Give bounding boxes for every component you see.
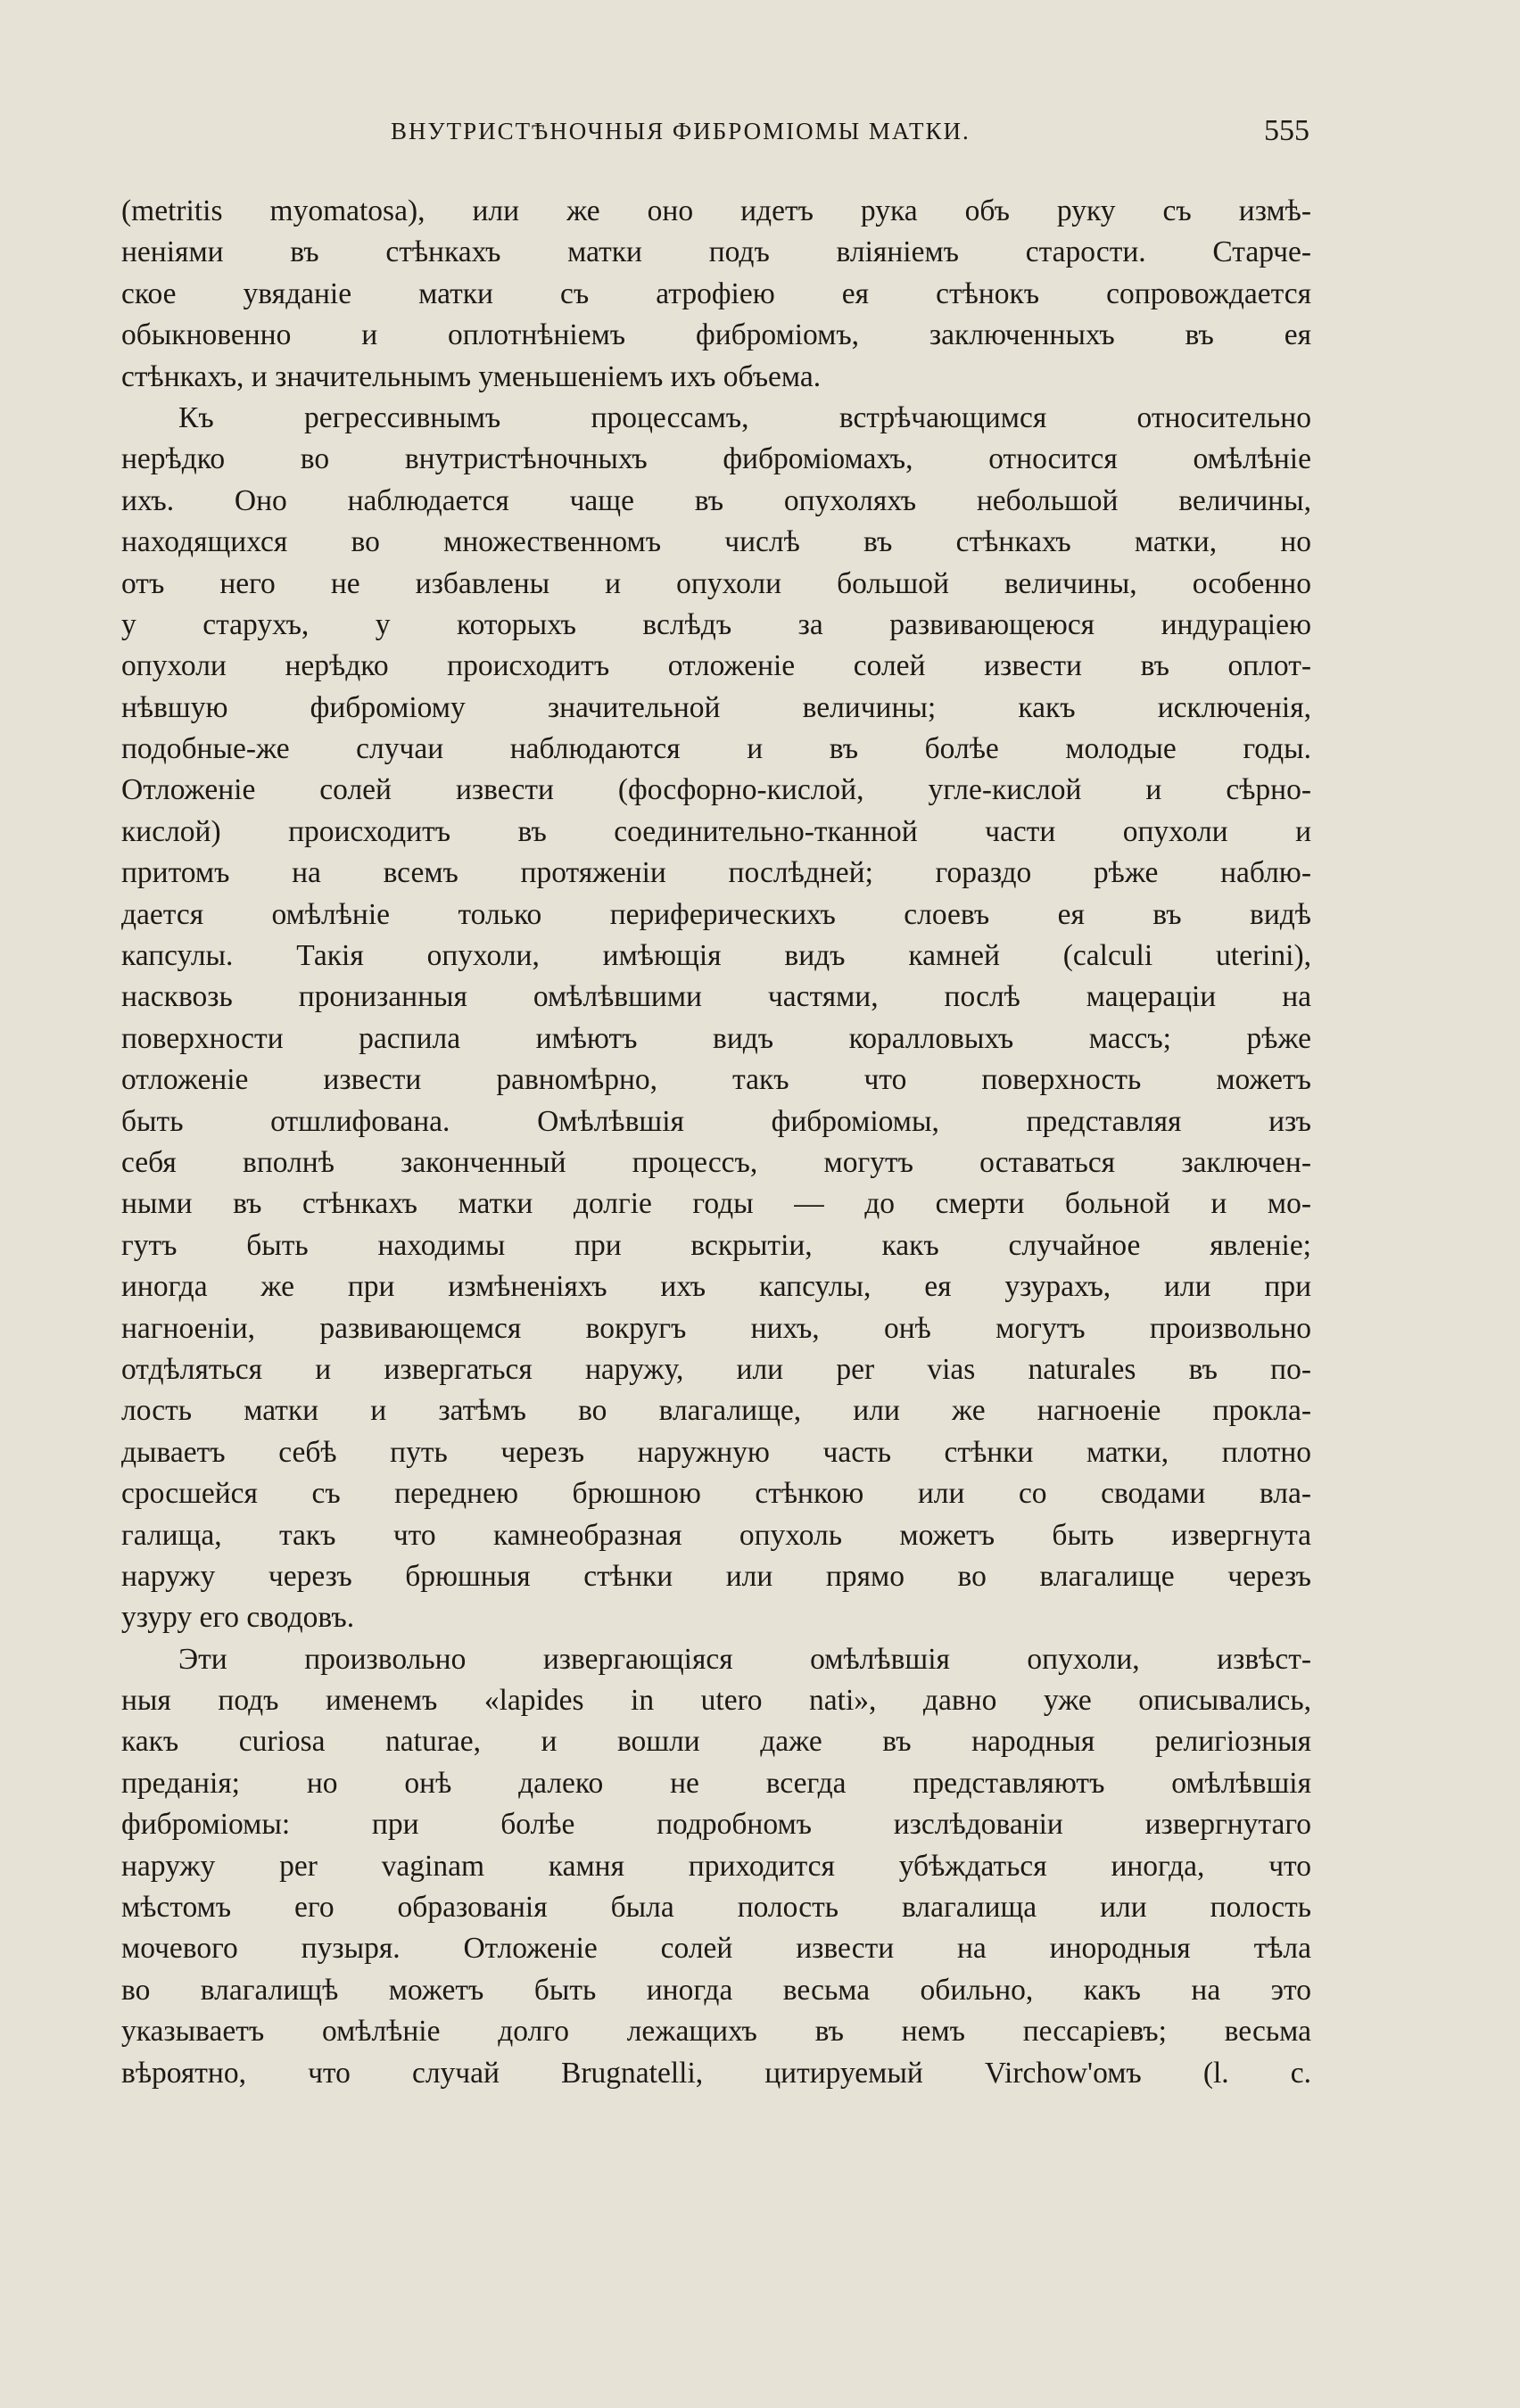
text-line: стѣнкахъ, и значительнымъ уменьшеніемъ ихъ объема. — [121, 359, 822, 393]
text-line: быть отшлифована. Омѣлѣвшія фиброміомы, представляя изъ — [121, 1104, 1311, 1138]
text-line: нѣвшую фиброміому значительной величины; какъ исключенія, — [121, 690, 1311, 724]
text-line: Къ регрессивнымъ процессамъ, встрѣчающимся относительно — [178, 400, 1311, 434]
text-line: нерѣдко во внутристѣночныхъ фиброміомахъ, относится омѣлѣніе — [121, 442, 1311, 476]
text-line: насквозь пронизанныя омѣлѣвшими частями, послѣ мацераціи на — [121, 980, 1311, 1014]
text-line: находящихся во множественномъ числѣ въ стѣнкахъ матки, но — [121, 525, 1311, 559]
text-line: ныя подъ именемъ «lapides in utero nati», давно уже описывались, — [121, 1684, 1311, 1718]
text-line: наружу черезъ брюшныя стѣнки или прямо во влагалище черезъ — [121, 1559, 1311, 1593]
text-line: кислой) происходитъ въ соединительно-тканной части опухоли и — [121, 814, 1311, 848]
text-line: отдѣляться и извергаться наружу, или per vias naturales въ по- — [121, 1352, 1311, 1386]
text-line: притомъ на всемъ протяженіи послѣдней; гораздо рѣже наблю- — [121, 856, 1311, 890]
text-line: опухоли нерѣдко происходитъ отложеніе солей извести въ оплот- — [121, 649, 1311, 683]
text-line: дается омѣлѣніе только периферическихъ слоевъ ея въ видѣ — [121, 897, 1311, 931]
text-line: ихъ. Оно наблюдается чаще въ опухоляхъ небольшой величины, — [121, 483, 1311, 517]
text-line: себя вполнѣ законченный процессъ, могутъ оставаться заключен- — [121, 1145, 1311, 1179]
text-line: во влагалищѣ можетъ быть иногда весьма обильно, какъ на это — [121, 1973, 1311, 2007]
text-line: Отложеніе солей извести (фосфорно-кислой, угле-кислой и сѣрно- — [121, 773, 1311, 807]
text-line: ское увяданіе матки съ атрофіею ея стѣнокъ сопровождается — [121, 276, 1311, 310]
text-line: нагноеніи, развивающемся вокругъ нихъ, онѣ могутъ произвольно — [121, 1311, 1311, 1345]
text-line: узуру его сводовъ. — [121, 1601, 355, 1635]
text-line: капсулы. Такія опухоли, имѣющія видъ камней (calculi uterini), — [121, 939, 1311, 973]
text-line: неніями въ стѣнкахъ матки подъ вліяніемъ старости. Старче- — [121, 235, 1311, 269]
text-line: мѣстомъ его образованія была полость влагалища или полость — [121, 1891, 1311, 1925]
text-line: Эти произвольно извергающіяся омѣлѣвшія опухоли, извѣст- — [178, 1642, 1311, 1676]
text-line: преданія; но онѣ далеко не всегда представляютъ омѣлѣвшія — [121, 1766, 1311, 1800]
text-line: отложеніе извести равномѣрно, такъ что поверхность можетъ — [121, 1063, 1311, 1097]
text-line: обыкновенно и оплотнѣніемъ фиброміомъ, заключенныхъ въ ея — [121, 318, 1311, 352]
text-line: указываетъ омѣлѣніе долго лежащихъ въ немъ пессаріевъ; весьма — [121, 2015, 1311, 2049]
text-line: галища, такъ что камнеобразная опухоль можетъ быть извергнута — [121, 1518, 1311, 1552]
text-line: какъ curiosa naturae, и вошли даже въ народныя религіозныя — [121, 1725, 1311, 1759]
text-line: гутъ быть находимы при вскрытіи, какъ случайное явленіе; — [121, 1228, 1311, 1262]
text-line: (metritis myomatosa), или же оно идетъ рука объ руку съ измѣ- — [121, 194, 1311, 227]
text-line: поверхности распила имѣютъ видъ коралловыхъ массъ; рѣже — [121, 1021, 1311, 1055]
text-line: иногда же при измѣненіяхъ ихъ капсулы, ея узурахъ, или при — [121, 1270, 1311, 1304]
text-line: лость матки и затѣмъ во влагалище, или же нагноеніе прокла- — [121, 1394, 1311, 1428]
text-line: сросшейся съ переднею брюшною стѣнкою или со сводами вла- — [121, 1477, 1311, 1511]
text-line: ными въ стѣнкахъ матки долгіе годы — до смерти больной и мо- — [121, 1187, 1311, 1221]
body-text — [121, 191, 1311, 2094]
text-line: мочевого пузыря. Отложеніе солей извести на инородныя тѣла — [121, 1932, 1311, 1966]
page-number: 555 — [1264, 114, 1309, 147]
running-header — [123, 114, 1309, 155]
text-line: подобные-же случаи наблюдаются и въ болѣе молодые годы. — [121, 732, 1311, 766]
text-line: фиброміомы: при болѣе подробномъ изслѣдованіи извергнутаго — [121, 1808, 1311, 1842]
text-line: дываетъ себѣ путь черезъ наружную часть стѣнки матки, плотно — [121, 1435, 1311, 1469]
text-line: у старухъ, у которыхъ вслѣдъ за развивающеюся индураціею — [121, 607, 1311, 641]
text-line: отъ него не избавлены и опухоли большой величины, особенно — [121, 566, 1311, 600]
running-title: ВНУТРИСТѢНОЧНЫЯ ФИБРОМІОМЫ МАТКИ. — [391, 118, 971, 144]
text-line: наружу per vaginam камня приходится убѣждаться иногда, что — [121, 1849, 1311, 1883]
text-line: вѣроятно, что случай Brugnatelli, цитируемый Virchow'омъ (l. c. — [121, 2056, 1311, 2090]
